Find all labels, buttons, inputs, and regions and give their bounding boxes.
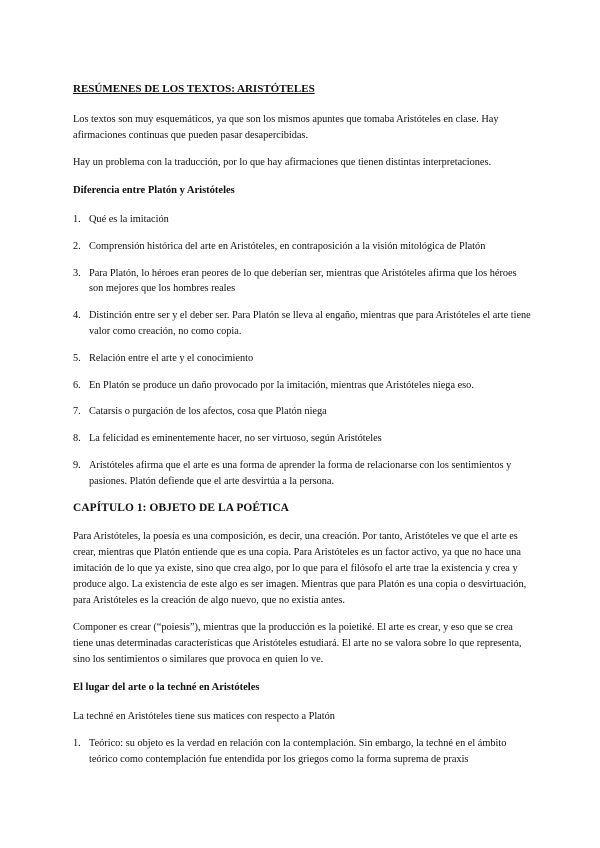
list-item [73,308,533,340]
section-heading-techne: El lugar del arte o la techné en Aristóteles [73,681,260,693]
list-item [73,266,533,298]
numbered-list-diferencias [73,212,533,490]
list-item [73,212,533,228]
list-item-number: 9. [73,459,81,471]
list-item-number: 3. [73,267,81,279]
list-item [73,239,533,255]
list-item [73,458,533,490]
list-item [73,404,533,420]
numbered-list-techne [73,736,533,768]
list-item [73,431,533,447]
list-item [73,736,533,768]
list-item-text: Teórico: su objeto es la verdad en relación con la contemplación. Sin embargo, la techné en el ámbito teórico como contemplación fue entendida por los griegos como la forma suprema de praxis [89,738,507,766]
list-item-text: Aristóteles afirma que el arte es una forma de aprender la forma de relacionarse con los sentimientos y pasiones. Platón defiende que el arte desvirtúa a la persona. [89,459,512,487]
list-item-text: Catarsis o purgación de los afectos, cosa que Platón niega [89,406,327,418]
list-item-number: 6. [73,379,81,391]
list-item-number: 7. [73,406,81,418]
list-item [73,351,533,367]
list-item-number: 5. [73,352,81,364]
list-item-text: En Platón se produce un daño provocado por la imitación, mientras que Aristóteles niega eso. [89,379,474,391]
list-item-text: Qué es la imitación [89,213,169,225]
document-title: RESÚMENES DE LOS TEXTOS: ARISTÓTELES [73,83,315,95]
list-item-number: 1. [73,213,81,225]
document-body [73,82,533,779]
list-item-number: 1. [73,738,81,750]
list-item-number: 8. [73,433,81,445]
techne-paragraph: La techné en Aristóteles tiene sus matices con respecto a Platón [73,710,335,722]
chapter-paragraph-1: Para Aristóteles, la poesía es una composición, es decir, una creación. Por tanto, Aristóteles ve que el arte es crear, mientras que Platón entiende que es una copia. Para Aristóteles es un factor activo, ya que no hace una imitación de lo que ya existe, sino que crea algo, por lo que para el filósofo el arte trae la existencia y crea y produce algo. La existencia de este algo es ser imagen. Mientras que para Platón es una copia o desvirtuación, para Aristóteles es la creación de algo nuevo, que no existía antes. [73,531,527,606]
chapter-heading: CAPÍTULO 1: OBJETO DE LA POÉTICA [73,501,289,514]
list-item [73,378,533,394]
chapter-paragraph-2: Componer es crear (“poiesis”), mientras que la producción es la poietiké. El arte es crear, y eso que se crea tiene unas determinadas características que Aristóteles estudiará. El arte no se valora sobre lo que representa, sino los sentimientos o similares que provoca en quien lo ve. [73,622,522,665]
intro-paragraph-2: Hay un problema con la traducción, por lo que hay afirmaciones que tienen distintas interpretaciones. [73,157,492,169]
list-item-number: 4. [73,310,81,322]
list-item-text: Distinción entre ser y el deber ser. Para Platón se lleva al engaño, mientras que para Aristóteles el arte tiene valor como creación, no como copia. [89,310,531,337]
section-heading-diferencia: Diferencia entre Platón y Aristóteles [73,185,235,197]
list-item-number: 2. [73,240,81,252]
list-item-text: Relación entre el arte y el conocimiento [89,352,254,364]
list-item-text: Comprensión histórica del arte en Aristóteles, en contraposición a la visión mitológica de Platón [89,240,486,252]
intro-paragraph-1: Los textos son muy esquemáticos, ya que son los mismos apuntes que tomaba Aristóteles en clase. Hay afirmaciones continuas que pueden pasar desapercibidas. [73,113,499,141]
list-item-text: La felicidad es eminentemente hacer, no ser virtuoso, según Aristóteles [89,433,382,445]
list-item-text: Para Platón, lo héroes eran peores de lo que deberían ser, mientras que Aristóteles afirma que los héroes son mejores que los hombres reales [89,267,517,295]
